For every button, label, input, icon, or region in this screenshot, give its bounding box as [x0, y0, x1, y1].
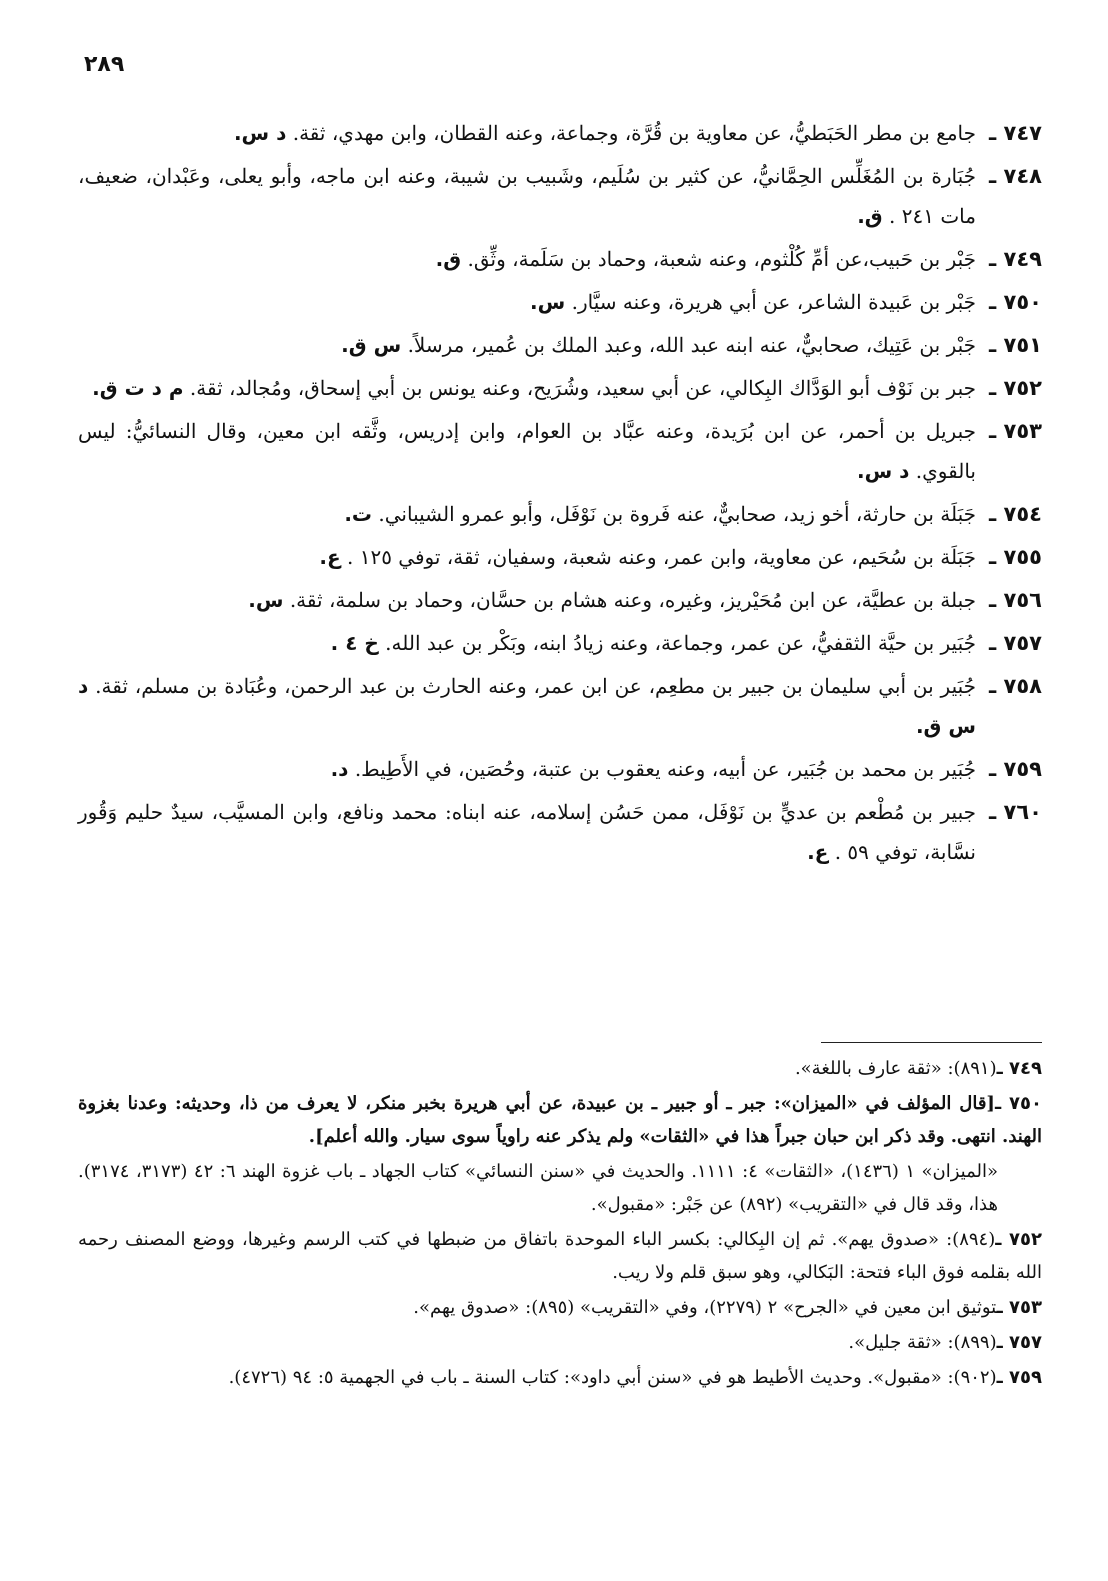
- footnotes-list: [78, 1052, 1042, 1396]
- biography-entry: [78, 749, 1042, 789]
- entry-text: جبر بن نَوْف أبو الوَدَّاك البِكالي، عن أبي سعيد، وشُرَيح، وعنه يونس بن أبي إسحاق، ومُجالد، ثقة.: [189, 376, 976, 400]
- biography-entry: [78, 666, 1042, 746]
- footnote-text: (٨٩٩): «ثقة جليل».: [848, 1332, 997, 1353]
- biography-entry: [78, 580, 1042, 620]
- entry-text: جَبَلَة بن سُحَيم، عن معاوية، وابن عمر، وعنه شعبة، وسفيان، ثقة، توفي ١٢٥ .: [346, 545, 976, 569]
- entry-number: ٧٥٨ ـ: [989, 674, 1042, 698]
- entry-sigla: س.: [530, 290, 566, 314]
- footnote: [78, 1052, 1042, 1085]
- footnote-separator: [821, 1042, 1042, 1043]
- entry-sigla: س.: [248, 588, 284, 612]
- entry-number: ٧٤٧ ـ: [989, 121, 1042, 145]
- footnote-text: (٩٠٢): «مقبول». وحديث الأطيط هو في «سنن أبي داود»: كتاب السنة ـ باب في الجهمية ٥: ٩٤ (٤٧٢٦).: [228, 1367, 997, 1388]
- entry-text: جَبْر بن عَبيدة الشاعر، عن أبي هريرة، وعنه سيَّار.: [571, 290, 976, 314]
- entry-number: ٧٥٠ ـ: [989, 290, 1042, 314]
- biography-entry: [78, 411, 1042, 491]
- footnote: [78, 1155, 1042, 1221]
- entry-number: ٧٤٩ ـ: [989, 247, 1042, 271]
- footnote-number: ٧٥٣ ـ: [996, 1297, 1042, 1318]
- entry-sigla: ق.: [435, 247, 462, 271]
- biography-entry: [78, 113, 1042, 153]
- entry-number: ٧٦٠ ـ: [989, 800, 1042, 824]
- biography-entry: [78, 282, 1042, 322]
- footnote-text: «الميزان» ١ (١٤٣٦)، «الثقات» ٤: ١١١١. والحديث في «سنن النسائي» كتاب الجهاد ـ باب غزوة الهند ٦: ٤٢ (٣١٧٣، ٣١٧٤). هذا، وقد قال في «التقريب» (٨٩٢) عن جَبْر: «مقبول».: [78, 1161, 998, 1215]
- entry-sigla: خ ٤ .: [330, 631, 379, 655]
- footnote-number: ٧٥٢ ـ: [995, 1229, 1042, 1250]
- biography-entry: [78, 537, 1042, 577]
- entry-number: ٧٥٦ ـ: [989, 588, 1042, 612]
- entry-sigla: د س ق.: [78, 674, 976, 738]
- footnote: [78, 1361, 1042, 1394]
- entry-sigla: ق.: [857, 204, 883, 228]
- footnote-text: (٨٩٤): «صدوق يهم». ثم إن البِكالي: بكسر الباء الموحدة باتفاق من ضبطها في كتب الرسم وغيرها، ووضع المصنف رحمه الله بقلمه فوق الباء فتحة: البَكالي، وهو سبق قلم ولا ريب.: [78, 1229, 1042, 1283]
- entry-text: جُبَير بن أبي سليمان بن جبير بن مطعِم، عن ابن عمر، وعنه الحارث بن عبد الرحمن، وعُبَادة بن مسلم، ثقة.: [95, 674, 977, 698]
- footnote-text: [قال المؤلف في «الميزان»: جبر ـ أو جبير ـ بن عبيدة، عن أبي هريرة بخبر منكر، لا يعرف من ذا، وحديثه: وعدنا بغزوة الهند. انتهى. وقد ذكر ابن حبان جبراً هذا في «الثقات» ولم يذكر عنه راوياً سوى سيار. والله أعلم].: [78, 1093, 1042, 1147]
- footnote-number: ٧٥٧ ـ: [996, 1332, 1042, 1353]
- biography-entry: [78, 368, 1042, 408]
- biography-entry: [78, 792, 1042, 872]
- footnote-text: (٨٩١): «ثقة عارف باللغة».: [794, 1058, 997, 1079]
- entry-text: جبير بن مُطْعم بن عديٍّ بن نَوْفَل، ممن حَسُن إسلامه، عنه ابناه: محمد ونافع، وابن المسيَّب، سيدٌ حليم وَقُور نسَّابة، توفي ٥٩ .: [78, 800, 976, 864]
- entry-text: جُبَير بن محمد بن جُبَير، عن أبيه، وعنه يعقوب بن عتبة، وحُصَين، في الأَطِيط.: [354, 757, 976, 781]
- entry-text: جُبَارة بن المُغَلِّس الحِمَّانيُّ، عن كثير بن سُلَيم، وشَبيب بن شيبة، وعنه ابن ماجه، وأبو يعلى، وعَبْدان، ضعيف، مات ٢٤١ .: [78, 164, 976, 228]
- entry-sigla: م د ت ق.: [92, 376, 184, 400]
- entry-sigla: د س.: [233, 121, 287, 145]
- entry-text: جَبَلَة بن حارثة، أخو زيد، صحابيٌّ، عنه فَروة بن نَوْفَل، وأبو عمرو الشيباني.: [378, 502, 976, 526]
- page-number: ٢٨٩: [84, 52, 125, 77]
- entry-sigla: ت.: [344, 502, 373, 526]
- entry-text: جَبْر بن عَتِيك، صحابيٌّ، عنه ابنه عبد الله، وعبد الملك بن عُمير، مرسلاً.: [407, 333, 976, 357]
- entry-sigla: ع.: [807, 840, 829, 864]
- footnote-number: ٧٥٩ ـ: [996, 1367, 1042, 1388]
- entry-sigla: ع.: [319, 545, 341, 569]
- entry-number: ٧٤٨ ـ: [989, 164, 1042, 188]
- biography-entry: [78, 239, 1042, 279]
- entry-number: ٧٥٩ ـ: [989, 757, 1042, 781]
- biography-entry: [78, 156, 1042, 236]
- biography-entry: [78, 494, 1042, 534]
- footnote: [78, 1326, 1042, 1359]
- footnote-number: ٧٤٩ ـ: [996, 1058, 1042, 1079]
- entry-sigla: د س.: [857, 459, 910, 483]
- entries-list: [78, 113, 1042, 875]
- biography-entry: [78, 623, 1042, 663]
- entry-number: ٧٥٤ ـ: [989, 502, 1042, 526]
- entry-text: جبلة بن عطيَّة، عن ابن مُحَيْريز، وغيره، وعنه هشام بن حسَّان، وحماد بن سلمة، ثقة.: [289, 588, 976, 612]
- footnote-text: توثيق ابن معين في «الجرح» ٢ (٢٢٧٩)، وفي «التقريب» (٨٩٥): «صدوق يهم».: [413, 1297, 997, 1318]
- footnote: [78, 1223, 1042, 1289]
- entry-number: ٧٥١ ـ: [989, 333, 1042, 357]
- entry-number: ٧٥٧ ـ: [989, 631, 1042, 655]
- entry-sigla: س ق.: [341, 333, 402, 357]
- entry-number: ٧٥٣ ـ: [989, 419, 1042, 443]
- entry-text: جامع بن مطر الحَبَطيُّ، عن معاوية بن قُرَّة، وجماعة، وعنه القطان، وابن مهدي، ثقة.: [292, 121, 976, 145]
- footnote: [78, 1087, 1042, 1153]
- entry-number: ٧٥٥ ـ: [989, 545, 1042, 569]
- footnote-number: ٧٥٠ ـ: [994, 1093, 1042, 1114]
- entry-number: ٧٥٢ ـ: [989, 376, 1042, 400]
- entry-text: جبريل بن أحمر، عن ابن بُرَيدة، وعنه عبَّاد بن العوام، وابن إدريس، وثَّقه ابن معين، وقال النسائيُّ: ليس بالقوي.: [78, 419, 976, 483]
- entry-sigla: د.: [330, 757, 349, 781]
- entry-text: جَبْر بن حَبيب،عن أمِّ كُلْثوم، وعنه شعبة، وحماد بن سَلَمة، وثِّق.: [467, 247, 976, 271]
- biography-entry: [78, 325, 1042, 365]
- entry-text: جُبَير بن حيَّة الثقفيُّ، عن عمر، وجماعة، وعنه زيادُ ابنه، وبَكْر بن عبد الله.: [385, 631, 976, 655]
- footnote: [78, 1291, 1042, 1324]
